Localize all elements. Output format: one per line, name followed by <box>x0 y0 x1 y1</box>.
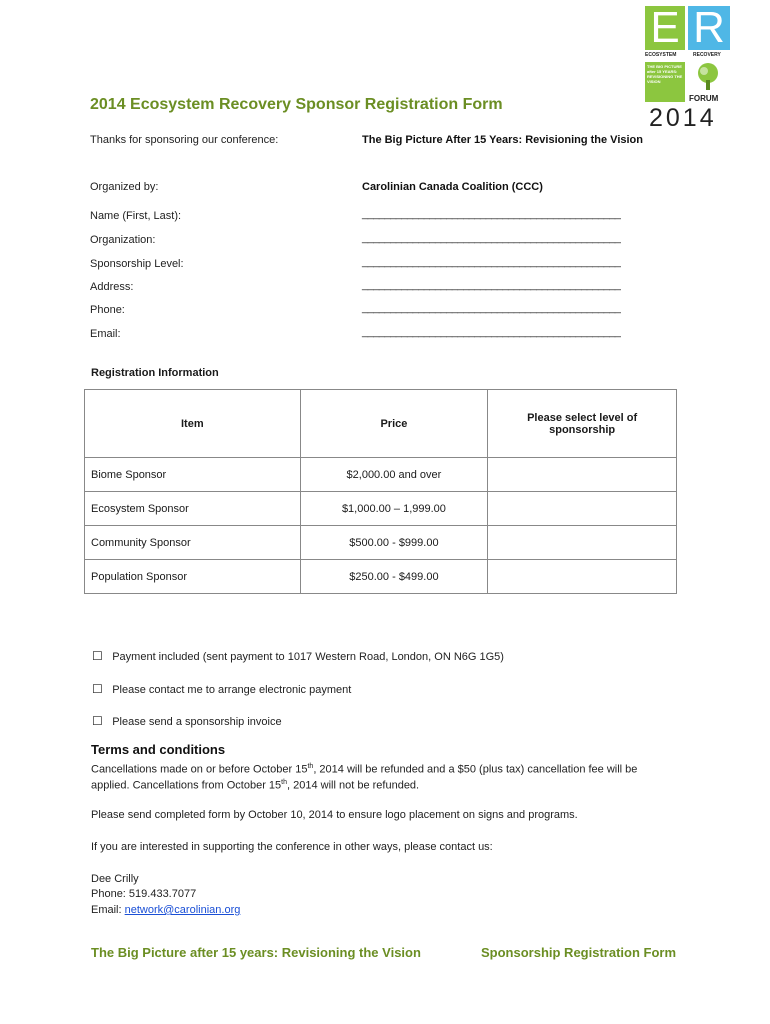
organizer-value: Carolinian Canada Coalition (CCC) <box>362 181 543 193</box>
address-field[interactable]: ______________________________________________ <box>362 279 621 291</box>
logo-year: 2014 <box>649 104 717 132</box>
interest-note: If you are interested in supporting the conference in other ways, please contact us: <box>91 841 493 853</box>
header-price: Price <box>300 390 488 458</box>
row-item: Biome Sponsor <box>85 458 301 492</box>
table-row <box>85 526 677 560</box>
row-select-cell[interactable] <box>488 560 677 594</box>
table-row <box>85 560 677 594</box>
terms-text: , 2014 will not be refunded. <box>287 779 420 792</box>
terms-text: , 2014 will be refunded and a $50 (plus tax) cancellation fee will be <box>313 763 638 776</box>
terms-heading: Terms and conditions <box>91 742 226 757</box>
row-select-cell[interactable] <box>488 458 677 492</box>
superscript: th <box>281 779 288 786</box>
row-select-cell[interactable] <box>488 492 677 526</box>
table-header-row <box>85 390 677 458</box>
header-item: Item <box>85 390 301 458</box>
table-row <box>85 492 677 526</box>
sponsorship-level-label: Sponsorship Level: <box>90 258 184 270</box>
conference-value: The Big Picture After 15 Years: Revisioning the Vision <box>362 134 643 146</box>
checkbox-icon[interactable]: ☐ <box>92 649 103 663</box>
footer-title: The Big Picture after 15 years: Revisioning the Vision <box>91 945 421 960</box>
contact-email-label: Email: <box>91 904 125 916</box>
name-field[interactable]: ______________________________________________ <box>362 208 621 220</box>
logo-tagline-box: THE BIG PICTURE after 15 YEARS: REVISIONING THE VISION <box>645 62 685 102</box>
row-select-cell[interactable] <box>488 526 677 560</box>
row-price: $500.00 - $999.00 <box>300 526 488 560</box>
address-label: Address: <box>90 281 134 293</box>
logo-caption-ecosystem: ECOSYSTEM <box>645 52 677 58</box>
conference-label: Thanks for sponsoring our conference: <box>90 134 279 146</box>
contact-name: Dee Crilly <box>91 873 139 885</box>
logo-e-tile: E <box>645 6 685 50</box>
send-form-note: Please send completed form by October 10, 2014 to ensure logo placement on signs and programs. <box>91 809 578 821</box>
row-item: Population Sponsor <box>85 560 301 594</box>
contact-email-link[interactable]: network@carolinian.org <box>124 904 241 916</box>
row-item: Community Sponsor <box>85 526 301 560</box>
option-electronic-payment[interactable] <box>92 680 351 698</box>
terms-text: Cancellations made on or before October 15 <box>91 763 308 776</box>
registration-table <box>84 389 677 594</box>
row-price: $250.00 - $499.00 <box>300 560 488 594</box>
option-send-invoice[interactable] <box>92 712 282 730</box>
terms-text: applied. Cancellations from October 15 <box>91 779 282 792</box>
organization-field[interactable]: ______________________________________________ <box>362 232 621 244</box>
superscript: th <box>307 763 314 770</box>
phone-field[interactable]: ______________________________________________ <box>362 302 621 314</box>
option-label: Payment included (sent payment to 1017 Western Road, London, ON N6G 1G5) <box>112 651 504 663</box>
row-price: $1,000.00 – 1,999.00 <box>300 492 488 526</box>
organization-label: Organization: <box>90 234 156 246</box>
checkbox-icon[interactable]: ☐ <box>92 682 103 696</box>
row-item: Ecosystem Sponsor <box>85 492 301 526</box>
contact-phone: Phone: 519.433.7077 <box>91 888 197 900</box>
contact-email-line <box>91 902 240 918</box>
logo-caption-recovery: RECOVERY <box>693 52 721 58</box>
logo-forum: FORUM <box>689 94 719 103</box>
checkbox-icon[interactable]: ☐ <box>92 714 103 728</box>
sponsorship-level-field[interactable]: ______________________________________________ <box>362 256 621 268</box>
table-row <box>85 458 677 492</box>
email-field[interactable]: ______________________________________________ <box>362 326 621 338</box>
er-forum-logo <box>645 3 730 132</box>
footer-form-name: Sponsorship Registration Form <box>481 945 677 960</box>
logo-r-tile: R <box>688 6 730 50</box>
option-label: Please contact me to arrange electronic payment <box>112 684 352 696</box>
header-select: Please select level of sponsorship <box>488 390 677 458</box>
email-label: Email: <box>90 328 121 340</box>
phone-label: Phone: <box>90 304 125 316</box>
organizer-label: Organized by: <box>90 181 159 193</box>
option-payment-included[interactable] <box>92 647 504 665</box>
tree-icon <box>695 62 721 92</box>
page-title: 2014 Ecosystem Recovery Sponsor Registration Form <box>90 96 503 113</box>
registration-heading: Registration Information <box>91 367 219 379</box>
row-price: $2,000.00 and over <box>300 458 488 492</box>
option-label: Please send a sponsorship invoice <box>112 716 282 728</box>
terms-line-2 <box>91 775 419 794</box>
name-label: Name (First, Last): <box>90 210 182 222</box>
